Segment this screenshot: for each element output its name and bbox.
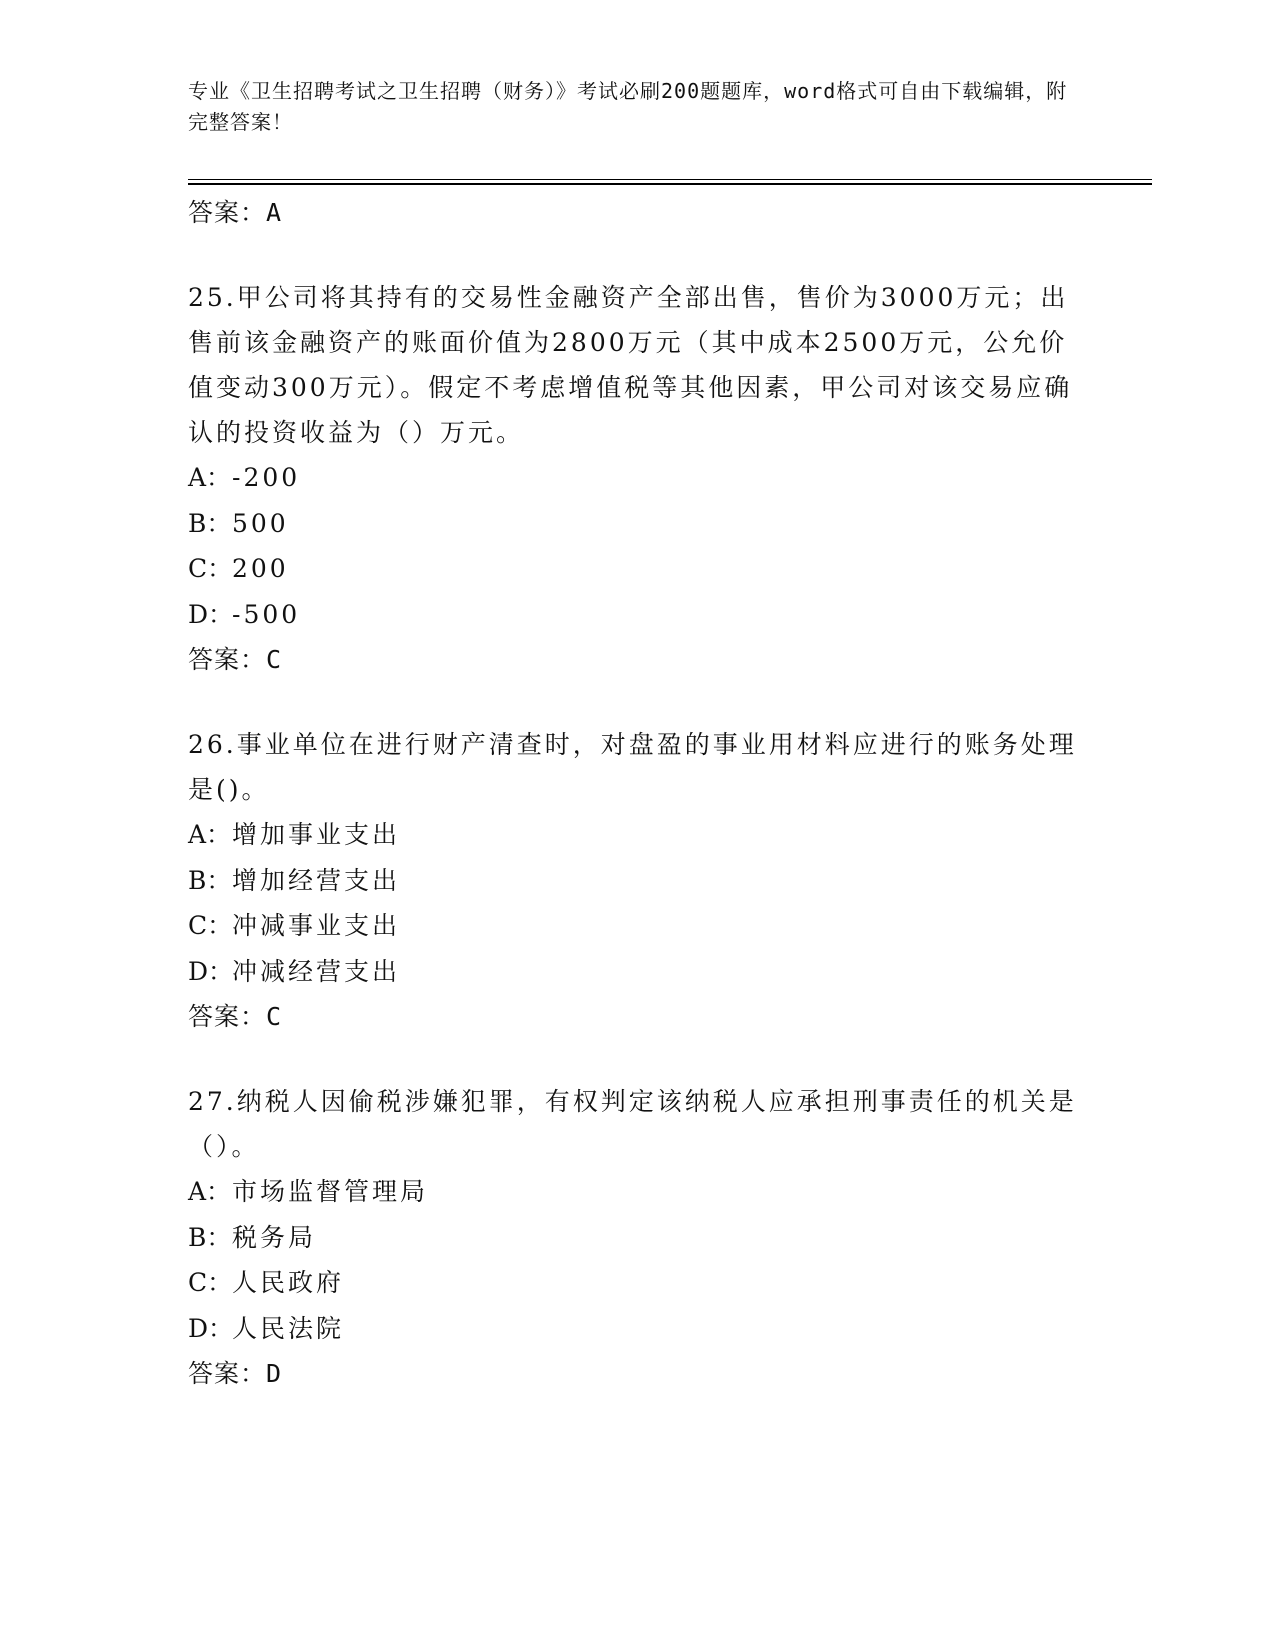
header-divider-thick [188, 183, 1152, 185]
option-c [188, 546, 1088, 592]
option-a [188, 812, 1088, 858]
option-text: 冲减事业支出 [232, 911, 401, 940]
option-text: 税务局 [232, 1222, 317, 1252]
option-d [188, 1306, 1088, 1352]
question-stem: 26.事业单位在进行财产清查时，对盘盈的事业用材料应进行的账务处理是()。 [188, 730, 1077, 804]
option-b [188, 858, 1088, 904]
question-list [188, 190, 1088, 1396]
option-key: D： [188, 599, 234, 629]
option-a [188, 455, 1088, 501]
answer-line: 答案：C [188, 645, 283, 674]
option-key: C： [188, 1268, 233, 1297]
option-b [188, 501, 1088, 547]
option-key: C： [188, 911, 233, 940]
question-27 [188, 1079, 1088, 1396]
question-25 [188, 275, 1088, 682]
option-text: 人民法院 [232, 1313, 345, 1343]
answer-line: 答案：D [188, 1359, 283, 1388]
option-c [188, 1260, 1088, 1306]
question-26 [188, 722, 1088, 1039]
option-d [188, 592, 1088, 638]
option-text: 增加经营支出 [232, 865, 401, 895]
option-key: B： [188, 508, 232, 538]
option-text: 人民政府 [232, 1268, 345, 1297]
option-key: B： [188, 1222, 232, 1252]
option-text: 200 [232, 554, 289, 583]
option-text: 增加事业支出 [232, 820, 401, 849]
option-text: -200 [232, 463, 301, 492]
header-divider-thin [188, 179, 1152, 180]
option-key: C： [188, 554, 233, 583]
option-key: D： [188, 956, 234, 986]
document-header: 专业《卫生招聘考试之卫生招聘（财务）》考试必刷200题题库，word格式可自由下载编辑，附完整答案！ [188, 79, 1068, 134]
option-text: 冲减经营支出 [232, 956, 401, 986]
option-b [188, 1215, 1088, 1261]
option-key: A： [188, 463, 232, 492]
option-key: A： [188, 820, 232, 849]
option-text: -500 [232, 599, 301, 629]
option-key: B： [188, 865, 232, 895]
option-key: D： [188, 1313, 234, 1343]
question-stem: 25.甲公司将其持有的交易性金融资产全部出售，售价为3000万元；出售前该金融资产的账面价值为2800万元（其中成本2500万元，公允价值变动300万元）。假定不考虑增值税等其他因素，甲公司对该交易应确认的投资收益为（）万元。 [188, 283, 1073, 447]
option-key: A： [188, 1177, 232, 1206]
answer-line: 答案：C [188, 1002, 283, 1031]
option-text: 500 [232, 508, 289, 538]
option-d [188, 949, 1088, 995]
option-a [188, 1169, 1088, 1215]
previous-answer: 答案：A [188, 198, 283, 227]
question-stem: 27.纳税人因偷税涉嫌犯罪，有权判定该纳税人应承担刑事责任的机关是（）。 [188, 1087, 1077, 1161]
option-text: 市场监督管理局 [232, 1177, 429, 1206]
option-c [188, 903, 1088, 949]
